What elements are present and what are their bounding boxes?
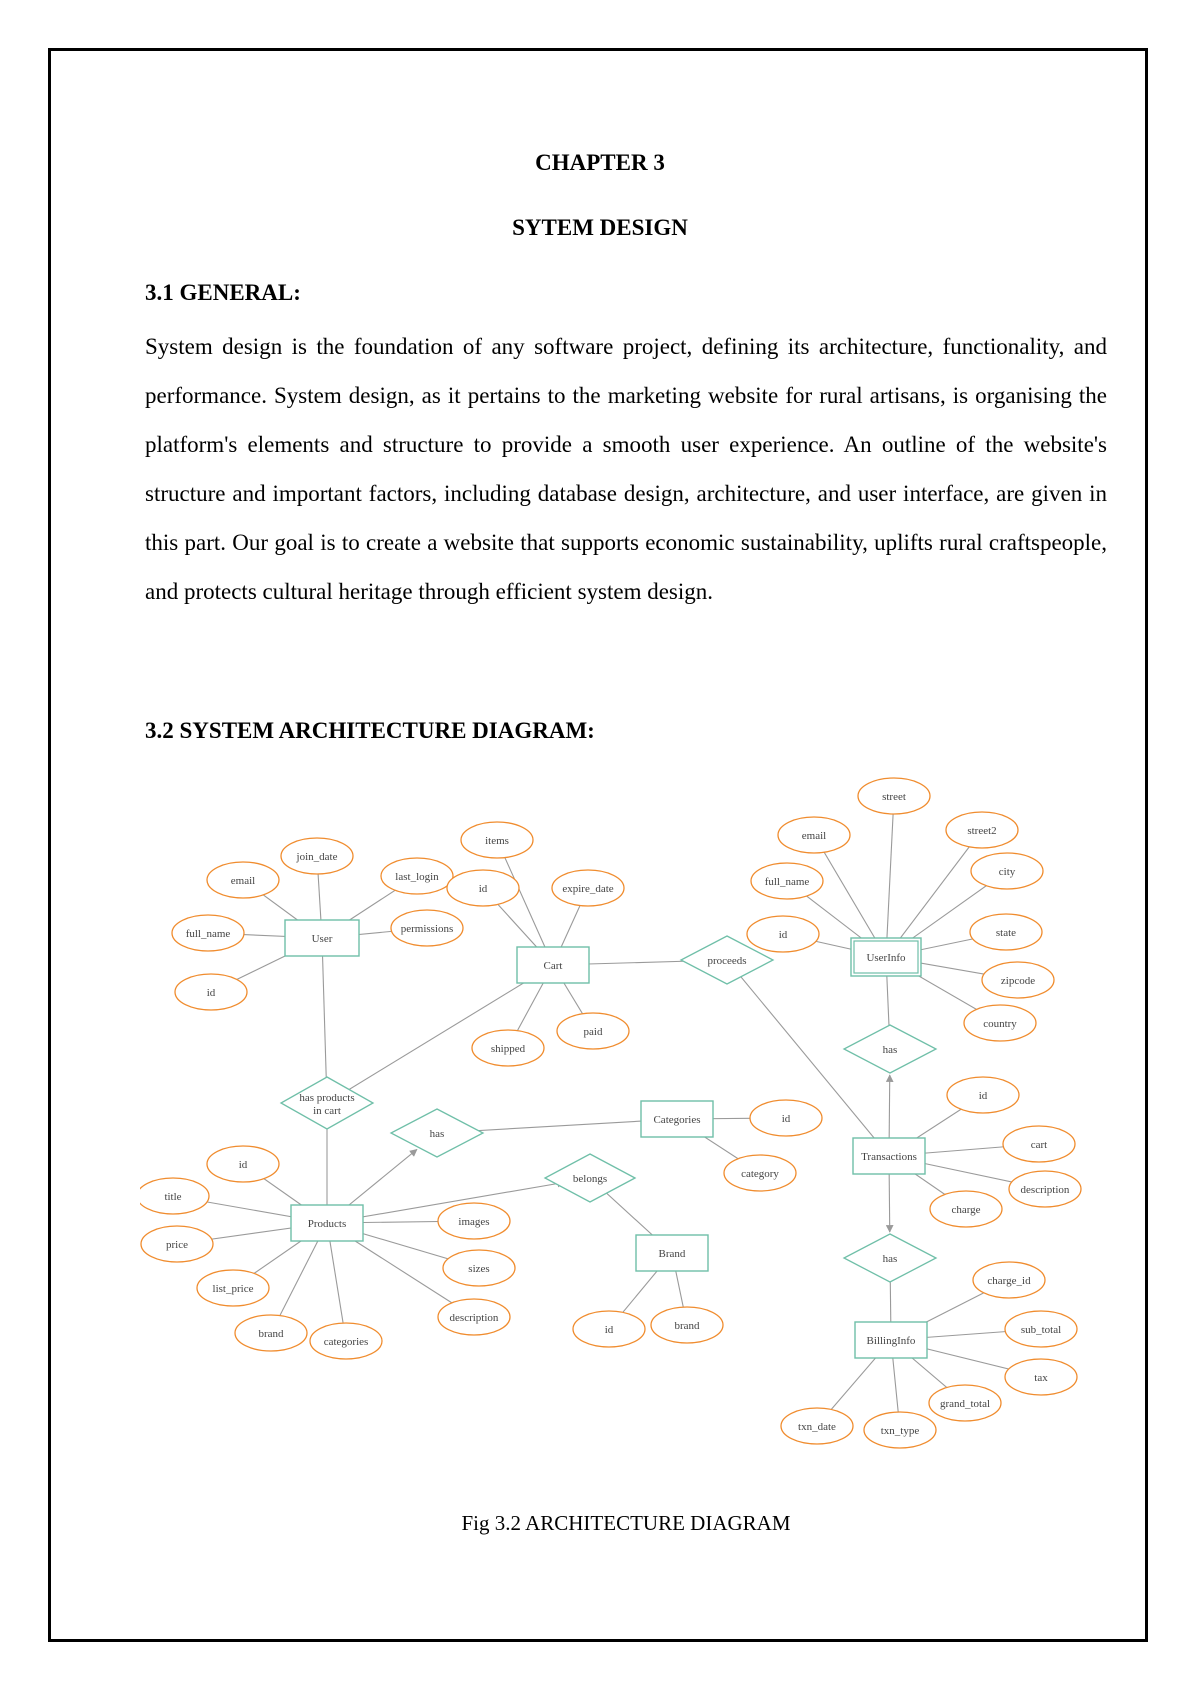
entity-label-products: Products: [307, 1218, 347, 1230]
attribute-label-bi_tax: tax: [1034, 1372, 1048, 1384]
attribute-label-t_charge: charge: [951, 1204, 981, 1216]
attribute-label-bi_sub_total: sub_total: [1020, 1324, 1062, 1336]
attribute-label-u_full_name: full_name: [185, 928, 231, 940]
general-paragraph: System design is the foundation of any software project, defining its architecture, functionality, and performance. System design, as it pertains to the marketing website for rural artisans, is organising the platform's elements and structure to provide a smooth user experience. An outline of the website's structure and important factors, including database design, architecture, and user interface, are given in this part. Our goal is to create a website that supports economic sustainability, uplifts rural craftspeople, and protects cultural heritage through efficient system design.: [145, 334, 1107, 604]
attribute-label-ui_id: id: [778, 929, 788, 941]
figure-caption: Fig 3.2 ARCHITECTURE DIAGRAM: [461, 1511, 791, 1535]
attribute-label-c_items: items: [485, 835, 509, 847]
attribute-label-c_shipped: shipped: [490, 1043, 526, 1055]
attribute-label-p_price: price: [166, 1239, 188, 1251]
attribute-label-ui_email: email: [801, 830, 827, 842]
chapter-number: CHAPTER 3: [535, 150, 665, 175]
attribute-label-p_list_price: list_price: [212, 1283, 254, 1295]
entity-label-categories: Categories: [653, 1114, 701, 1126]
attribute-label-bi_grand_total: grand_total: [939, 1398, 991, 1410]
attribute-label-cat_id: id: [781, 1113, 791, 1125]
attribute-label-u_join_date: join_date: [296, 851, 338, 863]
attribute-label-ui_full_name: full_name: [764, 876, 810, 888]
relationship-label-has_userinfo: has: [882, 1044, 898, 1056]
chapter-title: SYTEM DESIGN: [512, 215, 688, 240]
attribute-label-t_description: description: [1020, 1184, 1070, 1196]
attribute-label-c_paid: paid: [583, 1026, 603, 1038]
attribute-label-u_permissions: permissions: [400, 923, 454, 935]
attribute-label-b_id: id: [604, 1324, 614, 1336]
attribute-label-p_title: title: [164, 1191, 182, 1203]
attribute-label-p_description: description: [449, 1312, 499, 1324]
relationship-label-has_products_in_cart: has products in cart: [299, 1092, 355, 1117]
attribute-label-ui_city: city: [998, 866, 1016, 878]
attribute-label-ui_street2: street2: [967, 825, 997, 837]
attribute-label-b_brand: brand: [674, 1320, 700, 1332]
relationship-label-has_cat: has: [429, 1128, 445, 1140]
entity-label-transactions: Transactions: [861, 1151, 917, 1163]
attribute-label-ui_country: country: [983, 1018, 1017, 1030]
entity-label-userinfo: UserInfo: [866, 952, 906, 964]
relationship-label-belongs: belongs: [572, 1173, 608, 1185]
attribute-label-p_sizes: sizes: [468, 1263, 490, 1275]
attribute-label-t_cart: cart: [1030, 1139, 1048, 1151]
attribute-link-ui_street: [886, 796, 894, 957]
relationship-label-proceeds: proceeds: [707, 955, 747, 967]
attribute-label-t_id: id: [978, 1090, 988, 1102]
entity-label-billinginfo: BillingInfo: [866, 1335, 916, 1347]
attribute-label-p_id: id: [238, 1159, 248, 1171]
attribute-label-bi_charge_id: charge_id: [987, 1275, 1031, 1287]
attribute-label-bi_txn_type: txn_type: [880, 1425, 920, 1437]
relationship-label-has_billing: has: [882, 1253, 898, 1265]
attribute-label-bi_txn_date: txn_date: [798, 1421, 836, 1433]
attribute-label-ui_state: state: [995, 927, 1017, 939]
attribute-label-u_email: email: [230, 875, 256, 887]
entity-label-cart: Cart: [543, 960, 563, 972]
attribute-label-u_id: id: [206, 987, 216, 999]
entity-label-brand: Brand: [658, 1248, 686, 1260]
attribute-label-p_categories: categories: [323, 1336, 369, 1348]
attribute-label-u_last_login: last_login: [395, 871, 439, 883]
er-diagram: [140, 760, 1130, 1510]
attribute-label-p_images: images: [458, 1216, 490, 1228]
attribute-label-p_brand: brand: [258, 1328, 284, 1340]
attribute-label-cat_category: category: [741, 1168, 779, 1180]
entity-label-user: User: [311, 933, 333, 945]
attribute-label-c_id: id: [478, 883, 488, 895]
attribute-label-ui_street: street: [882, 791, 906, 803]
attribute-label-c_expire_date: expire_date: [562, 883, 614, 895]
attribute-label-ui_zipcode: zipcode: [1000, 975, 1036, 987]
section-heading-architecture: 3.2 SYSTEM ARCHITECTURE DIAGRAM:: [145, 718, 595, 743]
section-heading-general: 3.1 GENERAL:: [145, 280, 301, 305]
